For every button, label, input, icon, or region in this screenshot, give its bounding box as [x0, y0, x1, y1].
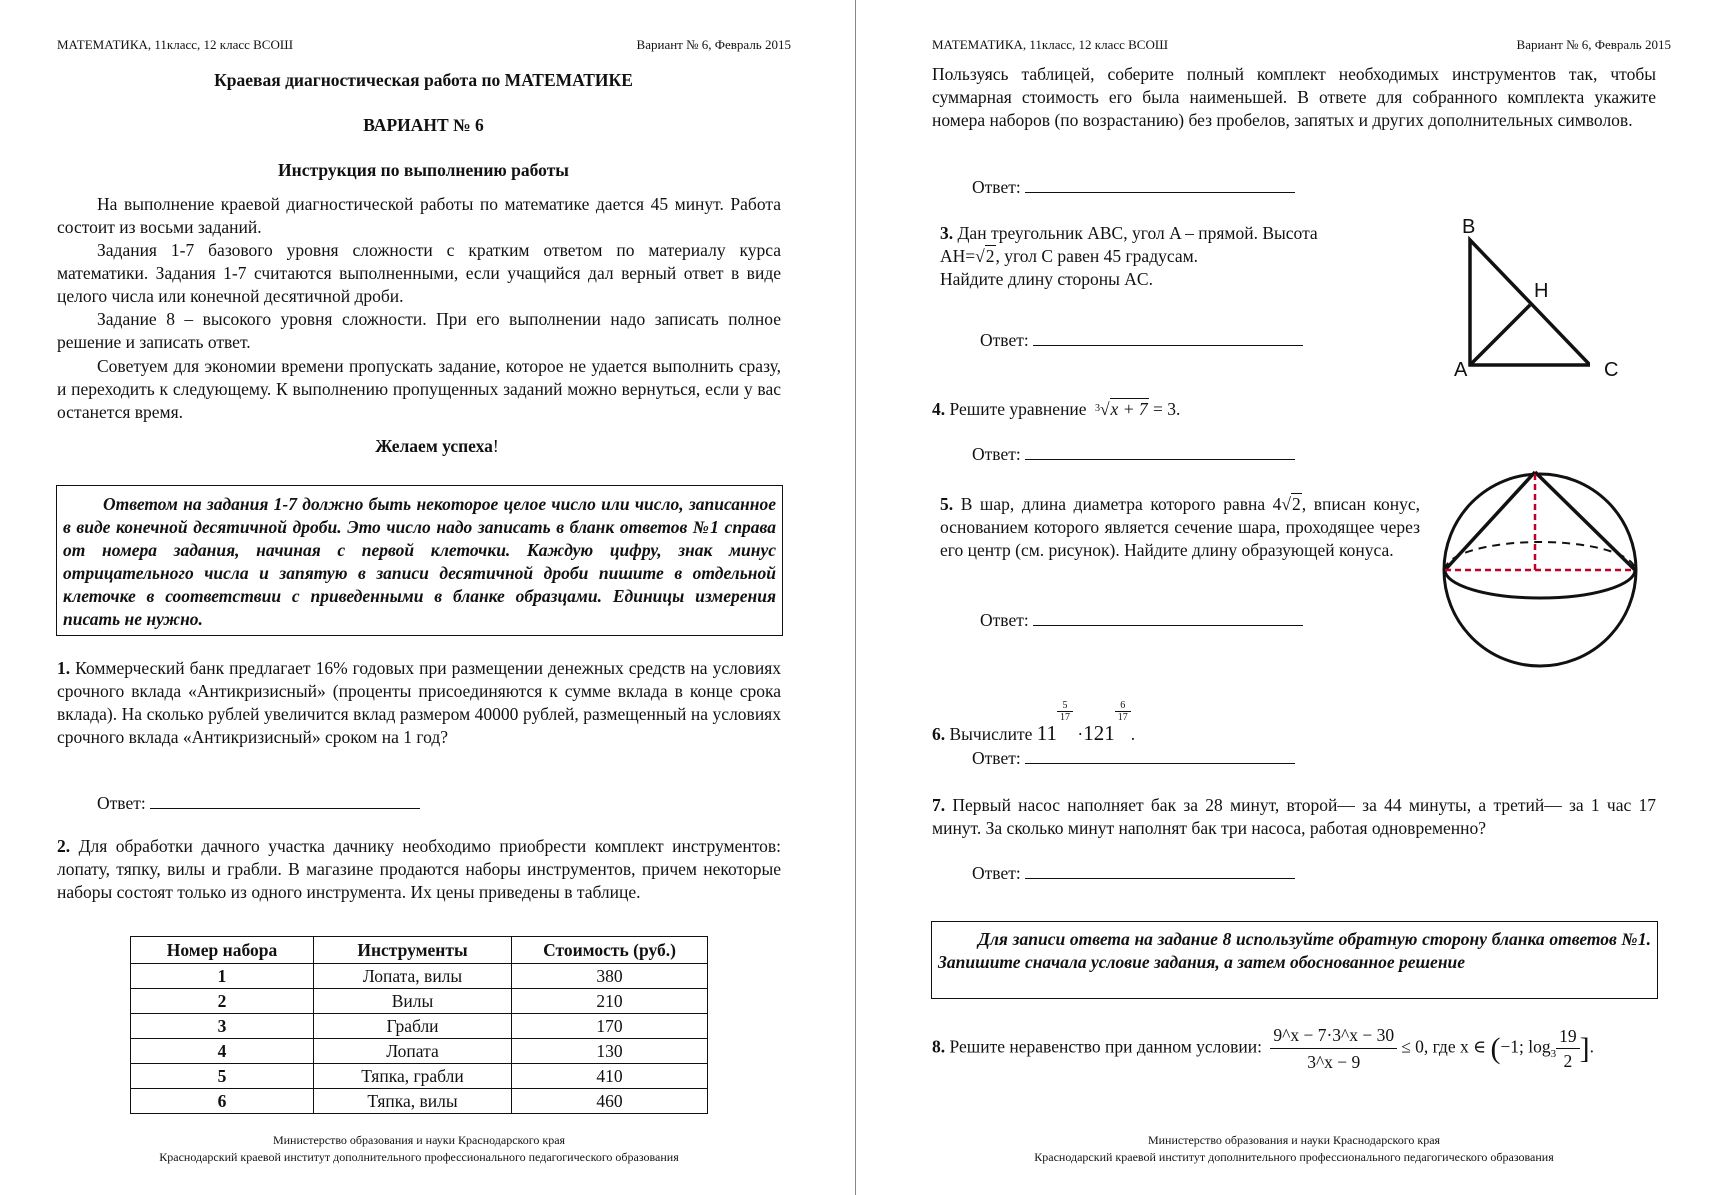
radicand: x + 7 — [1110, 399, 1148, 419]
task-5: 5. В шар, длина диаметра которого равна 4√2, вписан конус, основанием которого является сечение шара, проходящее через его центр (см. рисунок). Найдите длину образующей конуса. — [940, 494, 1420, 560]
table-row — [131, 1014, 708, 1039]
header-left: МАТЕМАТИКА, 11класс, 12 класс ВСОШ — [57, 37, 293, 52]
price: 170 — [512, 1014, 708, 1039]
set-number: 5 — [131, 1064, 314, 1089]
header-right: Вариант № 6, Февраль 2015 — [1516, 37, 1671, 52]
tools: Грабли — [314, 1014, 512, 1039]
set-number: 2 — [131, 989, 314, 1014]
footer-line-1: Министерство образования и науки Краснодарского края — [272, 1133, 566, 1147]
task-2-continuation: Пользуясь таблицей, соберите полный комплект необходимых инструментов так, чтобы суммарная стоимость его была наименьшей. В ответе для собранного комплекта укажите номера наборов (по возрастанию) без пробелов, запятых и других дополнительных символов. — [932, 64, 1656, 130]
header-left: МАТЕМАТИКА, 11класс, 12 класс ВСОШ — [932, 37, 1168, 52]
answer-field-6[interactable]: Ответ: — [972, 748, 1295, 769]
inequality-numerator: 9^x − 7·3^x − 30 — [1270, 1022, 1397, 1049]
price: 210 — [512, 989, 708, 1014]
triangle-figure — [1450, 215, 1590, 385]
footer-right — [932, 1132, 1656, 1166]
price-table — [130, 936, 708, 1114]
vertex-label-h: H — [1534, 280, 1549, 302]
variant-title: ВАРИАНТ № 6 — [363, 115, 484, 135]
instructions-p3: Задание 8 – высокого уровня сложности. При его выполнении надо записать полное решение и записать ответ. — [57, 309, 781, 352]
root-index: 3 — [1094, 403, 1100, 414]
section-front — [1445, 570, 1635, 598]
tools: Тяпка, грабли — [314, 1064, 512, 1089]
table-header: Стоимость (руб.) — [512, 937, 708, 964]
answer-field-1[interactable]: Ответ: — [97, 793, 420, 814]
tools: Тяпка, вилы — [314, 1089, 512, 1114]
task-1: 1. Коммерческий банк предлагает 16% годовых при размещении денежных средств на условиях срочного вклада «Антикризисный» (проценты присоединяются к сумме вклада в конце срока вклада). На сколько рублей увеличится вклад размером 40000 рублей, размещенный на условиях срочного вклада «Антикризисный» сроком на 1 год? — [57, 658, 781, 747]
instructions-p4: Советуем для экономии времени пропускать задание, которое не удается выполнить сразу, и переходить к следующему. К выполнению пропущенных заданий можно вернуться, если у вас останется время. — [57, 356, 781, 422]
answer-field-4[interactable]: Ответ: — [972, 444, 1295, 465]
answer-field-7[interactable]: Ответ: — [972, 863, 1295, 884]
instructions-heading: Инструкция по выполнению работы — [278, 160, 569, 180]
price: 410 — [512, 1064, 708, 1089]
instructions-p1: На выполнение краевой диагностической работы по математике дается 45 минут. Работа состоит из восьми заданий. — [57, 194, 781, 237]
page-right — [857, 0, 1712, 1195]
tools: Лопата — [314, 1039, 512, 1064]
set-number: 6 — [131, 1089, 314, 1114]
table-row — [131, 1064, 708, 1089]
wish-text: Желаем успеха! — [375, 436, 499, 456]
table-header-row — [131, 937, 708, 964]
table-row — [131, 989, 708, 1014]
tools: Лопата, вилы — [314, 964, 512, 989]
set-number: 1 — [131, 964, 314, 989]
task-3 — [940, 222, 1420, 291]
task-3-line-2: AH=√2, угол C равен 45 градусам. — [940, 246, 1199, 266]
section-back — [1445, 542, 1635, 570]
notice-box-1 — [56, 485, 783, 636]
task-4: 4. Решите уравнение $^3$√x + 7 = 3. — [932, 399, 1181, 419]
task-2: 2. Для обработки дачного участка дачнику необходимо приобрести комплект инструментов: лопату, тяпку, вилы и грабли. В магазине продаются наборы инструментов, причем некоторые наборы состоят только из одного инструмента. Их цены приведены в таблице. — [57, 836, 781, 902]
answer-field-5[interactable]: Ответ: — [980, 610, 1303, 631]
price: 380 — [512, 964, 708, 989]
table-row — [131, 1089, 708, 1114]
task-8: 8. Решите неравенство при данном условии: $\frac{9\^{}x - 7\cdot 3\^{}x - 30}{3\^{}x - 9}$ ≤ 0, где x ∈ (−1; $\log_3$ $\frac{19}{2}$ ]. — [932, 1022, 1594, 1075]
answer-field-3[interactable]: Ответ: — [980, 330, 1303, 351]
price: 130 — [512, 1039, 708, 1064]
instructions-p2: Задания 1-7 базового уровня сложности с кратким ответом по материалу курса математики. Задания 1-7 считаются выполненными, если учащийся дал верный ответ в виде целого числа или конечной десятичной дроби. — [57, 240, 781, 306]
doc-title: Краевая диагностическая работа по МАТЕМАТИКЕ — [214, 70, 633, 90]
page-divider — [855, 0, 856, 1195]
set-number: 4 — [131, 1039, 314, 1064]
answer-field-2[interactable]: Ответ: — [972, 177, 1295, 198]
notice-box-1-text: Ответом на задания 1-7 должно быть некоторое целое число или число, записанное в виде конечной десятичной дроби. Это число надо записать в бланк ответов №1 справа от номера задания, начиная с первой клеточки. Каждую цифру, знак минус отрицательного числа и запятую в записи десятичной дроби пишите в отдельной клеточке в соответствии с приведенными в бланке образцами. Единицы измерения писать не нужно. — [63, 494, 776, 629]
task-6: 6. Вычислите 11 $\frac{5}{17}$ ·121 $\frac{6}{17}$ . — [932, 700, 1136, 745]
inequality-denominator: 3^x − 9 — [1307, 1052, 1361, 1072]
footer-line-2: Краснодарский краевой институт дополнительного профессионального педагогического образования — [1034, 1150, 1554, 1164]
table-header: Инструменты — [314, 937, 512, 964]
table-row — [131, 964, 708, 989]
vertex-label-b: B — [1462, 216, 1476, 238]
tools: Вилы — [314, 989, 512, 1014]
footer-line-2: Краснодарский краевой институт дополнительного профессионального педагогического образования — [159, 1150, 679, 1164]
task-3-line-1: 3. Дан треугольник ABC, угол A – прямой. Высота — [940, 223, 1318, 243]
notice-box-2-text: Для записи ответа на задание 8 используйте обратную сторону бланка ответов №1. Запишите сначала условие задания, а затем обоснованное решение — [938, 929, 1651, 972]
footer-left — [57, 1132, 781, 1166]
price: 460 — [512, 1089, 708, 1114]
page-left — [0, 0, 855, 1195]
table-header: Номер набора — [131, 937, 314, 964]
sphere-cone-figure — [1440, 465, 1640, 675]
set-number: 3 — [131, 1014, 314, 1039]
footer-line-1: Министерство образования и науки Краснодарского края — [1147, 1133, 1441, 1147]
vertex-label-a: A — [1454, 359, 1468, 381]
task-7: 7. Первый насос наполняет бак за 28 минут, второй— за 44 минуты, а третий— за 1 час 17 минут. За сколько минут наполнят бак три насоса, работая одновременно? — [932, 795, 1657, 838]
table-row — [131, 1039, 708, 1064]
vertex-label-c: C — [1604, 359, 1619, 381]
header-right: Вариант № 6, Февраль 2015 — [636, 37, 791, 52]
altitude-ah — [1470, 305, 1530, 365]
task-3-line-3: Найдите длину стороны AC. — [940, 269, 1153, 289]
notice-box-2 — [931, 921, 1658, 999]
